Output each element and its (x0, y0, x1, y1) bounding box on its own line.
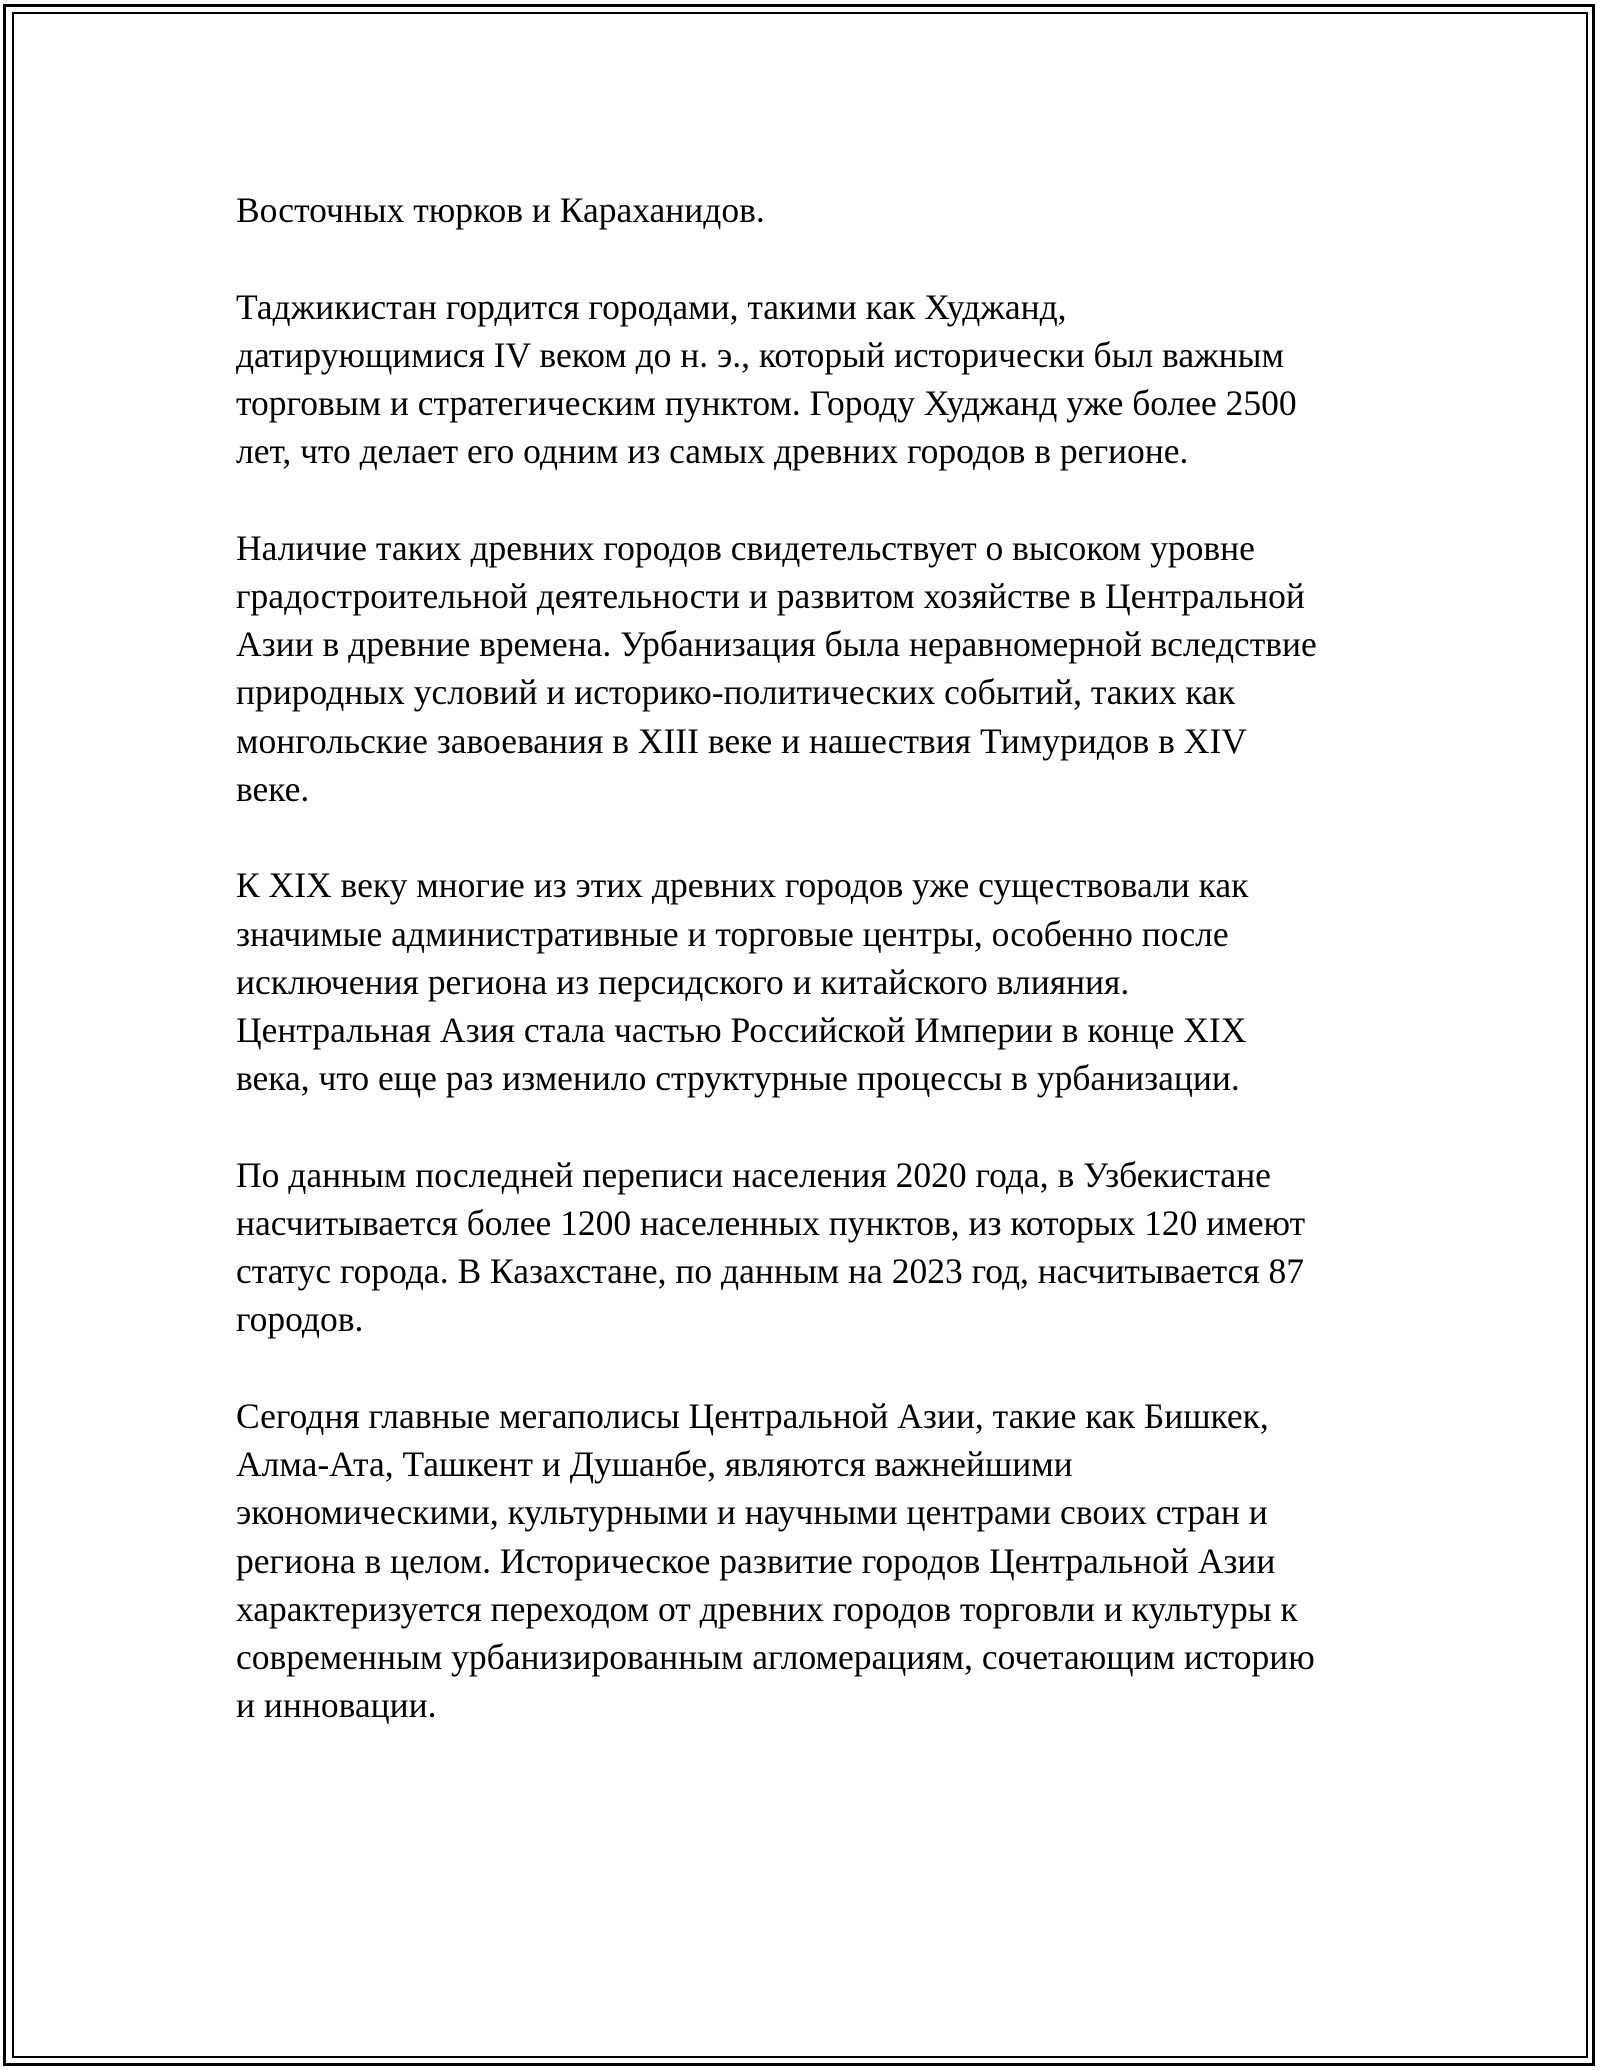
text-line: веке. (236, 768, 310, 809)
text-line: значимые административные и торговые центры, особенно после (236, 913, 1229, 954)
text-line: региона в целом. Историческое развитие городов Центральной Азии (236, 1540, 1276, 1581)
text-line: века, что еще раз изменило структурные процессы в урбанизации. (236, 1058, 1240, 1099)
text-line: Восточных тюрков и Караханидов. (236, 190, 765, 230)
text-line: и инновации. (236, 1685, 437, 1726)
text-line: современным урбанизированным агломерациям, сочетающим историю (236, 1637, 1315, 1678)
text-line: К XIX веку многие из этих древних городов уже существовали как (236, 865, 1249, 906)
paragraph-2 (236, 283, 1376, 476)
text-line: городов. (236, 1299, 364, 1340)
text-line: Центральная Азия стала частью Российской Империи в конце XIX (236, 1010, 1247, 1051)
paragraph-6 (236, 1392, 1376, 1729)
text-line: Азии в древние времена. Урбанизация была неравномерной вследствие (236, 624, 1317, 665)
text-line: исключения региона из персидского и китайского влияния. (236, 961, 1130, 1002)
text-line: природных условий и историко-политических событий, таких как (236, 672, 1236, 713)
text-line: датирующимися IV веком до н. э., который исторически был важным (236, 334, 1284, 375)
text-line: Таджикистан гордится городами, такими как Худжанд, (236, 286, 1067, 327)
text-line: насчитывается более 1200 населенных пунктов, из которых 120 имеют (236, 1203, 1306, 1244)
text-line: торговым и стратегическим пунктом. Городу Худжанд уже более 2500 (236, 383, 1297, 423)
text-line: статус города. В Казахстане, по данным на 2023 год, насчитывается 87 (236, 1251, 1305, 1292)
paragraph-4 (236, 861, 1376, 1102)
text-line: Алма-Ата, Ташкент и Душанбе, являются важнейшими (236, 1444, 1073, 1485)
paragraph-1 (236, 186, 1376, 234)
text-line: монгольские завоевания в XIII веке и нашествия Тимуридов в XIV (236, 720, 1247, 761)
text-line: экономическими, культурными и научными центрами своих стран и (236, 1492, 1268, 1533)
paragraph-5 (236, 1151, 1376, 1344)
text-line: градостроительной деятельности и развитом хозяйстве в Центральной (236, 576, 1305, 616)
text-line: Наличие таких древних городов свидетельствует о высоком уровне (236, 527, 1255, 568)
document-body (236, 186, 1376, 1778)
paragraph-3 (236, 524, 1376, 813)
text-line: По данным последней переписи населения 2020 года, в Узбекистане (236, 1154, 1271, 1195)
text-line: лет, что делает его одним из самых древних городов в регионе. (236, 431, 1189, 472)
text-line: Сегодня главные мегаполисы Центральной Азии, такие как Бишкек, (236, 1396, 1269, 1437)
text-line: характеризуется переходом от древних городов торговли и культуры к (236, 1588, 1298, 1629)
